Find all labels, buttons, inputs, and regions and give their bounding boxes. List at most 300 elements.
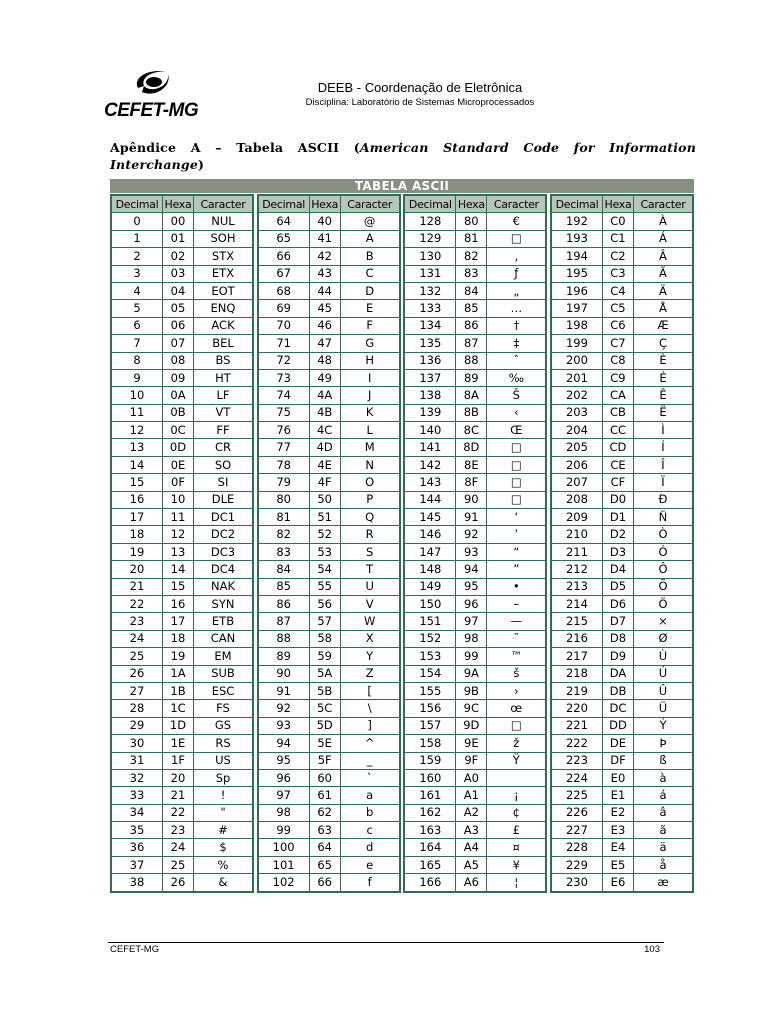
hexa-cell: 1C — [163, 700, 194, 717]
caracter-cell: SO — [194, 456, 254, 473]
decimal-cell: 19 — [111, 543, 163, 560]
table-row — [551, 230, 693, 247]
hexa-cell: 14 — [163, 561, 194, 578]
hexa-cell: 07 — [163, 335, 194, 352]
hexa-cell: C4 — [602, 282, 633, 299]
decimal-cell: 92 — [258, 700, 310, 717]
caracter-cell: Ø — [633, 630, 693, 647]
table-row — [111, 404, 253, 421]
table-row — [404, 317, 546, 334]
header-subtitle: Disciplina: Laboratório de Sistemas Microprocessados — [305, 97, 535, 108]
decimal-cell: 145 — [404, 509, 456, 526]
caracter-cell: BS — [194, 352, 254, 369]
hexa-cell: 84 — [456, 282, 487, 299]
table-row — [258, 787, 400, 804]
caracter-cell: □ — [487, 456, 547, 473]
table-row — [111, 387, 253, 404]
hexa-cell: 9B — [456, 682, 487, 699]
decimal-cell: 140 — [404, 422, 456, 439]
table-row — [111, 648, 253, 665]
table-row — [551, 648, 693, 665]
caracter-cell: œ — [487, 700, 547, 717]
caracter-cell: H — [340, 352, 400, 369]
decimal-cell: 102 — [258, 874, 310, 892]
table-row — [551, 248, 693, 265]
hexa-cell: 65 — [309, 856, 340, 873]
table-row — [258, 682, 400, 699]
footer-institution: CEFET-MG — [110, 944, 160, 955]
column-header-caracter: Caracter — [194, 195, 254, 213]
hexa-cell: 13 — [163, 543, 194, 560]
decimal-cell: 158 — [404, 735, 456, 752]
hexa-cell: 04 — [163, 282, 194, 299]
decimal-cell: 216 — [551, 630, 603, 647]
hexa-cell: 91 — [456, 509, 487, 526]
table-row — [551, 317, 693, 334]
caracter-cell: ^ — [340, 735, 400, 752]
decimal-cell: 25 — [111, 648, 163, 665]
decimal-cell: 75 — [258, 404, 310, 421]
table-row — [551, 387, 693, 404]
caracter-cell: ` — [340, 769, 400, 786]
table-row — [258, 526, 400, 543]
caracter-cell: Å — [633, 300, 693, 317]
table-row — [258, 874, 400, 892]
caracter-cell: Ô — [633, 561, 693, 578]
caracter-cell: L — [340, 422, 400, 439]
caracter-cell: — — [487, 613, 547, 630]
table-row — [551, 787, 693, 804]
decimal-cell: 83 — [258, 543, 310, 560]
table-row — [551, 578, 693, 595]
hexa-cell: 95 — [456, 578, 487, 595]
decimal-cell: 199 — [551, 335, 603, 352]
hexa-cell: 9A — [456, 665, 487, 682]
hexa-cell: A1 — [456, 787, 487, 804]
table-row — [111, 804, 253, 821]
table-row — [111, 422, 253, 439]
hexa-cell: C5 — [602, 300, 633, 317]
decimal-cell: 72 — [258, 352, 310, 369]
table-row — [404, 752, 546, 769]
hexa-cell: 57 — [309, 613, 340, 630]
hexa-cell: 47 — [309, 335, 340, 352]
caracter-cell: HT — [194, 369, 254, 386]
table-row — [258, 300, 400, 317]
table-row — [404, 578, 546, 595]
hexa-cell: 26 — [163, 874, 194, 892]
footer-divider — [108, 942, 664, 943]
hexa-cell: 10 — [163, 491, 194, 508]
caracter-cell: Ì — [633, 422, 693, 439]
caracter-cell: \ — [340, 700, 400, 717]
hexa-cell: 97 — [456, 613, 487, 630]
table-row — [111, 248, 253, 265]
decimal-cell: 134 — [404, 317, 456, 334]
caracter-cell: À — [633, 213, 693, 230]
hexa-cell: D1 — [602, 509, 633, 526]
table-row — [258, 474, 400, 491]
caracter-cell: ¥ — [487, 856, 547, 873]
ascii-block-4 — [550, 194, 694, 893]
hexa-cell: 45 — [309, 300, 340, 317]
header-row — [111, 195, 253, 213]
table-row — [111, 439, 253, 456]
table-row — [551, 474, 693, 491]
table-row — [258, 665, 400, 682]
hexa-cell: 46 — [309, 317, 340, 334]
decimal-cell: 230 — [551, 874, 603, 892]
hexa-cell: 5C — [309, 700, 340, 717]
hexa-cell: 9C — [456, 700, 487, 717]
caracter-cell: C — [340, 265, 400, 282]
hexa-cell: 01 — [163, 230, 194, 247]
decimal-cell: 226 — [551, 804, 603, 821]
decimal-cell: 90 — [258, 665, 310, 682]
decimal-cell: 200 — [551, 352, 603, 369]
hexa-cell: 05 — [163, 300, 194, 317]
decimal-cell: 227 — [551, 822, 603, 839]
hexa-cell: 23 — [163, 822, 194, 839]
ascii-table-title: TABELA ASCII — [110, 179, 694, 193]
caracter-cell: GS — [194, 717, 254, 734]
caracter-cell: æ — [633, 874, 693, 892]
hexa-cell: 18 — [163, 630, 194, 647]
heading-prefix: Apêndice A – Tabela ASCII ( — [110, 140, 360, 155]
table-row — [551, 439, 693, 456]
caracter-cell: DLE — [194, 491, 254, 508]
table-row — [404, 404, 546, 421]
decimal-cell: 203 — [551, 404, 603, 421]
table-row — [111, 335, 253, 352]
hexa-cell: 0D — [163, 439, 194, 456]
logo-text: CEFET-MG — [104, 100, 199, 121]
caracter-cell: DC2 — [194, 526, 254, 543]
caracter-cell: Õ — [633, 578, 693, 595]
hexa-cell: 54 — [309, 561, 340, 578]
decimal-cell: 192 — [551, 213, 603, 230]
hexa-cell: 9E — [456, 735, 487, 752]
caracter-cell: Ä — [633, 282, 693, 299]
table-row — [551, 769, 693, 786]
decimal-cell: 151 — [404, 613, 456, 630]
caracter-cell: P — [340, 491, 400, 508]
caracter-cell: CR — [194, 439, 254, 456]
table-row — [258, 265, 400, 282]
hexa-cell: 08 — [163, 352, 194, 369]
table-row — [111, 856, 253, 873]
table-row — [258, 282, 400, 299]
table-row — [111, 613, 253, 630]
table-row — [551, 404, 693, 421]
table-row — [111, 456, 253, 473]
hexa-cell: CD — [602, 439, 633, 456]
decimal-cell: 155 — [404, 682, 456, 699]
hexa-cell: A2 — [456, 804, 487, 821]
caracter-cell: W — [340, 613, 400, 630]
caracter-cell: b — [340, 804, 400, 821]
table-row — [551, 543, 693, 560]
table-row — [551, 352, 693, 369]
decimal-cell: 141 — [404, 439, 456, 456]
caracter-cell: SUB — [194, 665, 254, 682]
table-row — [404, 369, 546, 386]
hexa-cell: 93 — [456, 543, 487, 560]
caracter-cell: Ó — [633, 543, 693, 560]
decimal-cell: 217 — [551, 648, 603, 665]
decimal-cell: 74 — [258, 387, 310, 404]
decimal-cell: 224 — [551, 769, 603, 786]
table-row — [404, 613, 546, 630]
table-row — [111, 526, 253, 543]
table-row — [258, 439, 400, 456]
decimal-cell: 154 — [404, 665, 456, 682]
decimal-cell: 215 — [551, 613, 603, 630]
decimal-cell: 218 — [551, 665, 603, 682]
cefet-logo — [104, 66, 200, 122]
hexa-cell: 16 — [163, 595, 194, 612]
caracter-cell — [487, 769, 547, 786]
decimal-cell: 156 — [404, 700, 456, 717]
caracter-cell: Ë — [633, 404, 693, 421]
table-row — [404, 856, 546, 873]
hexa-cell: 5D — [309, 717, 340, 734]
decimal-cell: 194 — [551, 248, 603, 265]
caracter-cell: Û — [633, 682, 693, 699]
table-row — [111, 578, 253, 595]
hexa-cell: C2 — [602, 248, 633, 265]
hexa-cell: 92 — [456, 526, 487, 543]
table-row — [404, 282, 546, 299]
table-row — [404, 648, 546, 665]
table-row — [404, 682, 546, 699]
ascii-block-1 — [110, 194, 254, 893]
hexa-cell: E5 — [602, 856, 633, 873]
table-row — [258, 578, 400, 595]
table-row — [404, 561, 546, 578]
caracter-cell: ‡ — [487, 335, 547, 352]
decimal-cell: 144 — [404, 491, 456, 508]
hexa-cell: 22 — [163, 804, 194, 821]
hexa-cell: 4A — [309, 387, 340, 404]
table-row — [404, 352, 546, 369]
decimal-cell: 197 — [551, 300, 603, 317]
hexa-cell: 8F — [456, 474, 487, 491]
decimal-cell: 71 — [258, 335, 310, 352]
hexa-cell: 5B — [309, 682, 340, 699]
hexa-cell: 00 — [163, 213, 194, 230]
hexa-cell: E1 — [602, 787, 633, 804]
hexa-cell: 1E — [163, 735, 194, 752]
caracter-cell: š — [487, 665, 547, 682]
decimal-cell: 198 — [551, 317, 603, 334]
hexa-cell: 90 — [456, 491, 487, 508]
table-row — [258, 456, 400, 473]
table-row — [258, 369, 400, 386]
decimal-cell: 219 — [551, 682, 603, 699]
table-row — [551, 630, 693, 647]
caracter-cell: S — [340, 543, 400, 560]
hexa-cell: A3 — [456, 822, 487, 839]
caracter-cell: G — [340, 335, 400, 352]
table-row — [404, 665, 546, 682]
caracter-cell: ã — [633, 822, 693, 839]
decimal-cell: 208 — [551, 491, 603, 508]
caracter-cell: á — [633, 787, 693, 804]
decimal-cell: 166 — [404, 874, 456, 892]
table-row — [258, 804, 400, 821]
hexa-cell: 9D — [456, 717, 487, 734]
decimal-cell: 76 — [258, 422, 310, 439]
decimal-cell: 89 — [258, 648, 310, 665]
decimal-cell: 14 — [111, 456, 163, 473]
table-row — [111, 509, 253, 526]
caracter-cell: Q — [340, 509, 400, 526]
caracter-cell: ¡ — [487, 787, 547, 804]
caracter-cell: M — [340, 439, 400, 456]
decimal-cell: 212 — [551, 561, 603, 578]
table-row — [404, 335, 546, 352]
caracter-cell: ˜ — [487, 630, 547, 647]
column-header-hexa: Hexa — [309, 195, 340, 213]
decimal-cell: 20 — [111, 561, 163, 578]
table-row — [404, 248, 546, 265]
table-row — [111, 317, 253, 334]
hexa-cell: 66 — [309, 874, 340, 892]
table-row — [111, 595, 253, 612]
decimal-cell: 138 — [404, 387, 456, 404]
decimal-cell: 139 — [404, 404, 456, 421]
caracter-cell: US — [194, 752, 254, 769]
decimal-cell: 0 — [111, 213, 163, 230]
decimal-cell: 163 — [404, 822, 456, 839]
table-row — [404, 700, 546, 717]
table-row — [258, 630, 400, 647]
caracter-cell: EM — [194, 648, 254, 665]
table-row — [551, 717, 693, 734]
hexa-cell: DA — [602, 665, 633, 682]
column-header-decimal: Decimal — [404, 195, 456, 213]
hexa-cell: 02 — [163, 248, 194, 265]
decimal-cell: 149 — [404, 578, 456, 595]
table-row — [258, 822, 400, 839]
table-row — [404, 769, 546, 786]
decimal-cell: 73 — [258, 369, 310, 386]
hexa-cell: 1D — [163, 717, 194, 734]
table-row — [404, 300, 546, 317]
caracter-cell: ] — [340, 717, 400, 734]
caracter-cell: I — [340, 369, 400, 386]
column-header-hexa: Hexa — [456, 195, 487, 213]
caracter-cell: T — [340, 561, 400, 578]
hexa-cell: 0E — [163, 456, 194, 473]
decimal-cell: 12 — [111, 422, 163, 439]
table-row — [258, 543, 400, 560]
caracter-cell: … — [487, 300, 547, 317]
table-row — [258, 404, 400, 421]
decimal-cell: 160 — [404, 769, 456, 786]
hexa-cell: 15 — [163, 578, 194, 595]
cefet-emblem-icon — [130, 66, 174, 100]
hexa-cell: 43 — [309, 265, 340, 282]
table-row — [111, 265, 253, 282]
hexa-cell: 94 — [456, 561, 487, 578]
decimal-cell: 159 — [404, 752, 456, 769]
decimal-cell: 147 — [404, 543, 456, 560]
hexa-cell: 62 — [309, 804, 340, 821]
table-row — [551, 665, 693, 682]
decimal-cell: 82 — [258, 526, 310, 543]
caracter-cell: ¤ — [487, 839, 547, 856]
caracter-cell: ” — [487, 561, 547, 578]
table-row — [258, 509, 400, 526]
caracter-cell: – — [487, 595, 547, 612]
caracter-cell: FF — [194, 422, 254, 439]
hexa-cell: 82 — [456, 248, 487, 265]
hexa-cell: C0 — [602, 213, 633, 230]
table-row — [258, 839, 400, 856]
hexa-cell: 8C — [456, 422, 487, 439]
caracter-cell: É — [633, 369, 693, 386]
decimal-cell: 161 — [404, 787, 456, 804]
table-row — [404, 526, 546, 543]
decimal-cell: 196 — [551, 282, 603, 299]
caracter-cell: È — [633, 352, 693, 369]
caracter-cell: FS — [194, 700, 254, 717]
table-row — [258, 422, 400, 439]
caracter-cell: Y — [340, 648, 400, 665]
caracter-cell: □ — [487, 491, 547, 508]
caracter-cell: @ — [340, 213, 400, 230]
caracter-cell: DC3 — [194, 543, 254, 560]
caracter-cell: Ü — [633, 700, 693, 717]
table-row — [551, 300, 693, 317]
decimal-cell: 193 — [551, 230, 603, 247]
decimal-cell: 93 — [258, 717, 310, 734]
hexa-cell: 17 — [163, 613, 194, 630]
caracter-cell: Æ — [633, 317, 693, 334]
caracter-cell: Ð — [633, 491, 693, 508]
hexa-cell: DF — [602, 752, 633, 769]
hexa-cell: D9 — [602, 648, 633, 665]
decimal-cell: 95 — [258, 752, 310, 769]
caracter-cell: ‘ — [487, 509, 547, 526]
table-row — [258, 613, 400, 630]
decimal-cell: 85 — [258, 578, 310, 595]
hexa-cell: C3 — [602, 265, 633, 282]
table-row — [551, 822, 693, 839]
hexa-cell: 0C — [163, 422, 194, 439]
decimal-cell: 135 — [404, 335, 456, 352]
table-row — [404, 543, 546, 560]
caracter-cell: B — [340, 248, 400, 265]
hexa-cell: 99 — [456, 648, 487, 665]
hexa-cell: 58 — [309, 630, 340, 647]
table-row — [258, 230, 400, 247]
hexa-cell: D0 — [602, 491, 633, 508]
ascii-block-3 — [403, 194, 547, 893]
decimal-cell: 80 — [258, 491, 310, 508]
hexa-cell: C6 — [602, 317, 633, 334]
caracter-cell: Š — [487, 387, 547, 404]
table-row — [258, 248, 400, 265]
table-row — [551, 491, 693, 508]
hexa-cell: 63 — [309, 822, 340, 839]
decimal-cell: 87 — [258, 613, 310, 630]
decimal-cell: 137 — [404, 369, 456, 386]
hexa-cell: 96 — [456, 595, 487, 612]
caracter-cell: U — [340, 578, 400, 595]
